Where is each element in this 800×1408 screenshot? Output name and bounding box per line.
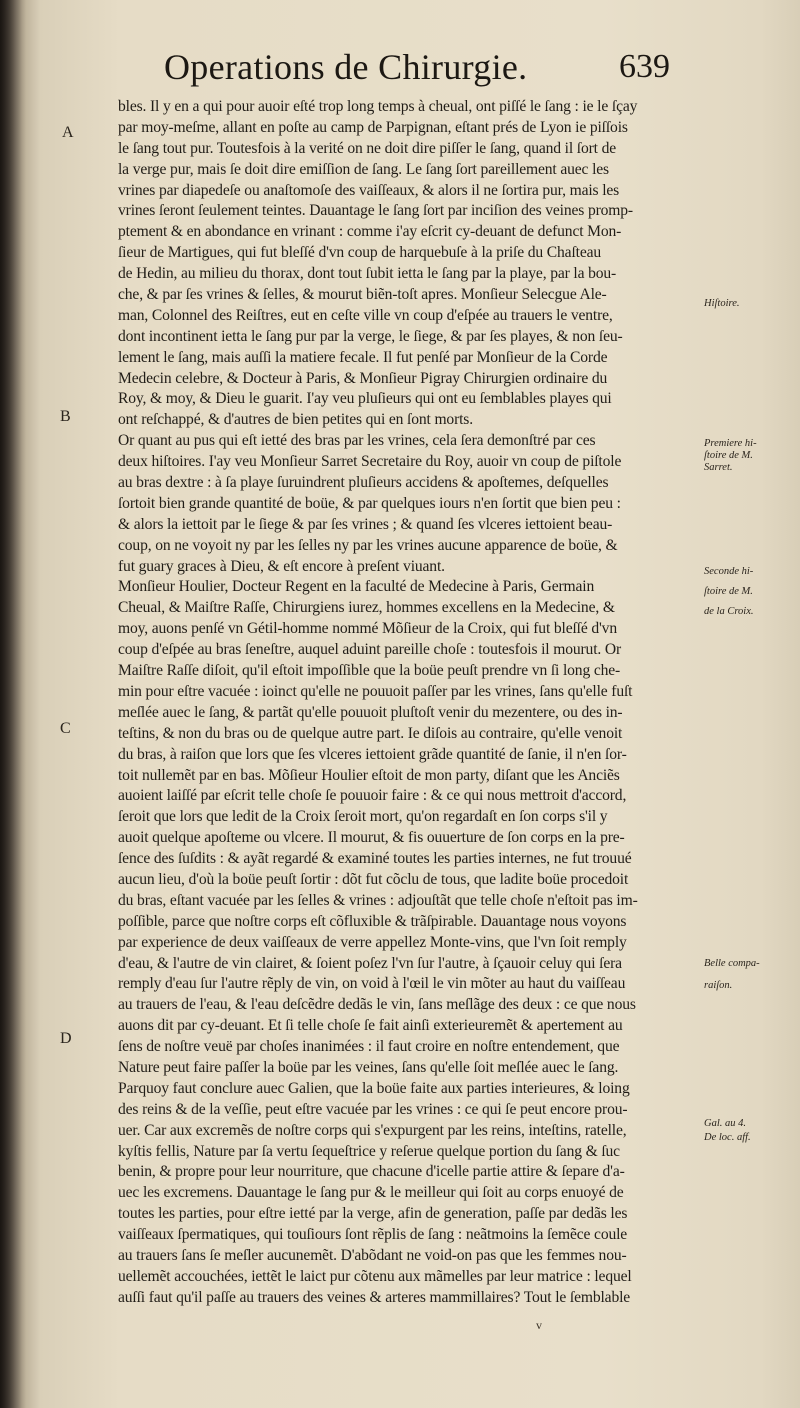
text-line: coup d'eſpée au bras ſeneſtre, auquel aduint pareille choſe : toutesfois il mourut. Or bbox=[118, 641, 622, 659]
text-line: auoit quelque apoſteme ou vlcere. Il mourut, & fis ouuerture de ſon corps en la pre- bbox=[118, 829, 625, 847]
text-line: ſens de noſtre veuë par choſes inanimées : il faut croire en noſtre entendement, que bbox=[118, 1038, 620, 1056]
text-line: auoient laiſſé par eſcrit telle choſe ſe pouuoir faire : & ce qui nous mettroit d'accord, bbox=[118, 787, 627, 805]
marginal-notes bbox=[700, 0, 796, 1408]
text-line: remply d'eau ſur l'autre rẽply de vin, on void à l'œil le vin mõter au haut du vaiſſeau bbox=[118, 975, 626, 993]
text-line: Roy, & moy, & Dieu le guarit. I'ay veu pluſieurs qui ont eu ſemblables playes qui bbox=[118, 390, 612, 408]
text-line: de Hedin, au milieu du thorax, dont tout ſubit ietta le ſang par la playe, par la bou- bbox=[118, 265, 617, 283]
text-line: Cheual, & Maiſtre Raſſe, Chirurgiens iurez, hommes excellens en la Medecine, & bbox=[118, 599, 615, 617]
marginal-note: Sarret. bbox=[704, 462, 733, 473]
text-line: Maiſtre Raſſe diſoit, qu'il eſtoit impoſſible que la boüe peuſt prendre vn ſi long che- bbox=[118, 662, 621, 680]
text-line: moy, auons penſé vn Gétil-homme nommé Mõſieur de la Croix, qui fut bleſſé d'vn bbox=[118, 620, 617, 638]
marginal-note: Belle compa- bbox=[704, 958, 760, 969]
text-line: ſortoit bien grande quantité de boüe, & par quelques iours n'en ſortit que bien peu : bbox=[118, 494, 621, 512]
text-line: ptement & en abondance en vrinant : comme i'ay eſcrit cy-deuant de defunct Mon- bbox=[118, 223, 622, 241]
text-line: du bras, eſtant vacuée par les ſelles & vrines : adjouſtãt que telle choſe n'eſtoit pas im- bbox=[118, 891, 638, 909]
text-line: vrines par diapedeſe ou anaſtomoſe des vaiſſeaux, & alors il ne ſortira pur, mais les bbox=[118, 181, 620, 199]
text-line: uec les excremens. Dauantage le ſang pur & le meilleur qui ſoit au corps enuoyé de bbox=[118, 1184, 624, 1202]
marginal-note: ſtoire de M. bbox=[704, 450, 753, 461]
body-text bbox=[118, 97, 696, 1309]
signature-mark: v bbox=[536, 1318, 542, 1332]
marginal-note: De loc. aff. bbox=[704, 1132, 751, 1143]
text-line: ont reſchappé, & d'autres de bien petites qui en ſont morts. bbox=[118, 411, 473, 429]
text-line: coup, on ne voyoit ny par les ſelles ny par les vrines aucune apparence de boüe, & bbox=[118, 536, 618, 554]
side-letter-d: D bbox=[60, 1030, 72, 1047]
text-line: Medecin celebre, & Docteur à Paris, & Monſieur Pigray Chirurgien ordinaire du bbox=[118, 369, 608, 387]
marginal-note: Premiere hi- bbox=[704, 438, 757, 449]
text-line: aucun lieu, d'où la boüe peuſt ſortir : dõt fut cõclu de tous, que ladite boüe procedoit bbox=[118, 870, 629, 888]
side-letter-c: C bbox=[60, 720, 71, 737]
text-line: auſſi faut qu'il paſſe au trauers des veines & arteres mammillaires? Tout le ſemblable bbox=[118, 1288, 631, 1306]
text-line: deux hiſtoires. I'ay veu Monſieur Sarret Secretaire du Roy, auoir vn coup de piſtole bbox=[118, 453, 622, 471]
marginal-note: Hiſtoire. bbox=[704, 298, 740, 309]
text-line: au trauers ſans ſe meſler aucunemẽt. D'abõdant ne void-on pas que les femmes nou- bbox=[118, 1246, 627, 1264]
marginal-note: Seconde hi- bbox=[704, 566, 754, 577]
text-line: toit nullemẽt par en bas. Mõſieur Houlier eſtoit de mon party, diſant que les Anciẽs bbox=[118, 766, 620, 784]
side-letter-b: B bbox=[60, 408, 71, 425]
text-line: min pour eſtre vacuée : ioinct qu'elle ne pouuoit paſſer par les vrines, ſans qu'elle fuſt bbox=[118, 682, 633, 700]
text-line: ſieur de Martigues, qui fut bleſſé d'vn coup de harquebuſe à la priſe du Chaſteau bbox=[118, 244, 602, 262]
text-line: vaiſſeaux ſpermatiques, qui touſiours ſont rẽplis de ſang : neãtmoins la ſemẽce coule bbox=[118, 1226, 628, 1244]
text-line: Or quant au pus qui eſt ietté des bras par les vrines, cela ſera demonſtré par ces bbox=[118, 432, 596, 450]
text-line: Parquoy faut conclure auec Galien, que la boüe faite aux parties interieures, & loing bbox=[118, 1079, 630, 1097]
text-line: uellemẽt accouchées, iettẽt le laict pur cõtenu aux mãmelles par leur matrice : lequel bbox=[118, 1267, 632, 1285]
page-number: 639 bbox=[619, 48, 670, 85]
text-line: le ſang tout pur. Toutesfois à la verité on ne doit dire piſſer le ſang, quand il ſort de bbox=[118, 139, 617, 157]
text-line: par moy-meſme, allant en poſte au camp de Parpignan, eſtant prés de Lyon ie piſſois bbox=[118, 118, 628, 136]
text-line: man, Colonnel des Reiſtres, eut en ceſte ville vn coup d'eſpée au trauers le ventre, bbox=[118, 306, 613, 324]
text-line: auons dit par cy-deuant. Et ſi telle choſe ſe fait ainſi exterieuremẽt & apertement au bbox=[118, 1017, 623, 1035]
running-title: Operations de Chirurgie. bbox=[164, 47, 528, 87]
text-line: teſtins, & non du bras ou de quelque autre part. Ie diſois au contraire, qu'elle venoit bbox=[118, 724, 623, 742]
text-line: la verge pur, mais ſe doit dire emiſſion de ſang. Le ſang ſort pareillement auec les bbox=[118, 160, 609, 178]
text-line: uer. Car aux excremẽs de noſtre corps qui s'expurgent par les reins, inteſtins, ratelle, bbox=[118, 1121, 627, 1139]
text-line: & alors la iettoit par le ſiege & par ſes vrines ; & quand ſes vlceres iettoient beau- bbox=[118, 515, 613, 533]
text-line: fut guary graces à Dieu, & eſt encore à preſent viuant. bbox=[118, 557, 445, 575]
book-gutter-shadow bbox=[0, 0, 26, 1408]
text-line: che, & par ſes vrines & ſelles, & mourut biẽn-toſt apres. Monſieur Selecgue Ale- bbox=[118, 286, 607, 304]
text-line: Monſieur Houlier, Docteur Regent en la faculté de Medecine à Paris, Germain bbox=[118, 578, 595, 596]
text-line: bles. Il y en a qui pour auoir eſté trop long temps à cheual, ont piſſé le ſang : ie le ſçay bbox=[118, 98, 638, 115]
text-line: toutes les parties, pour eſtre ietté par la verge, afin de generation, paſſe par dedãs les bbox=[118, 1205, 628, 1223]
text-line: au bras dextre : à ſa playe ſuruindrent pluſieurs accidens & apoſtemes, deſquelles bbox=[118, 474, 609, 492]
text-line: Nature peut faire paſſer la boüe par les veines, ſans qu'elle ſoit meſlée auec le ſang. bbox=[118, 1058, 619, 1076]
side-letter-a: A bbox=[62, 124, 74, 141]
text-line: d'eau, & l'autre de vin clairet, & ſoient poſez l'vn ſur l'autre, à ſçauoir celuy qui ſera bbox=[118, 954, 622, 972]
text-line: kyſtis fellis, Nature par ſa vertu ſequeſtrice y reſerue quelque portion du ſang & ſuc bbox=[118, 1142, 620, 1160]
text-line: ſeroit que lors que ledit de la Croix ſeroit mort, qu'on regardaſt en ſon corps s'il y bbox=[118, 808, 608, 826]
text-line: lement le ſang, mais auſſi la matiere fecale. Il fut penſé par Monſieur de la Corde bbox=[118, 348, 608, 366]
text-line: poſſible, parce que noſtre corps eſt cõfluxible & trãſpirable. Dauantage nous voyons bbox=[118, 912, 627, 930]
text-line: ſence des ſuſdits : & ayãt regardé & examiné toutes les parties internes, ne fut trouué bbox=[118, 850, 632, 868]
text-line: benin, & propre pour leur nourriture, que chacune d'icelle partie attire & ſepare d'a- bbox=[118, 1163, 625, 1181]
marginal-note: de la Croix. bbox=[704, 606, 754, 617]
text-line: du bras, à raiſon que lors que ſes vlceres iettoient grãde quantité de ſanie, il n'en ſor- bbox=[118, 745, 627, 763]
text-line: meſlée auec le ſang, & partãt qu'elle pouuoit pluſtoſt venir du mezentere, ou des in- bbox=[118, 703, 623, 721]
page-header bbox=[150, 44, 670, 94]
marginal-note: ſtoire de M. bbox=[704, 586, 753, 597]
text-line: dont incontinent ietta le ſang pur par la verge, le ſiege, & par ſes playes, & non ſeu- bbox=[118, 327, 623, 345]
text-line: des reins & de la veſſie, peut eſtre vacuée par les vrines : ce qui ſe peut encore prou- bbox=[118, 1100, 628, 1118]
text-line: au trauers de l'eau, & l'eau deſcẽdre dedãs le vin, ſans meſlãge des deux : ce que nous bbox=[118, 996, 636, 1014]
marginal-note: raiſon. bbox=[704, 980, 733, 991]
text-line: vrines ſeront ſeulement teintes. Dauantage le ſang ſort par inciſion des veines promp- bbox=[118, 202, 633, 220]
marginal-note: Gal. au 4. bbox=[704, 1118, 746, 1129]
text-line: par experience de deux vaiſſeaux de verre appellez Monte-vins, que l'vn ſoit remply bbox=[118, 933, 627, 951]
